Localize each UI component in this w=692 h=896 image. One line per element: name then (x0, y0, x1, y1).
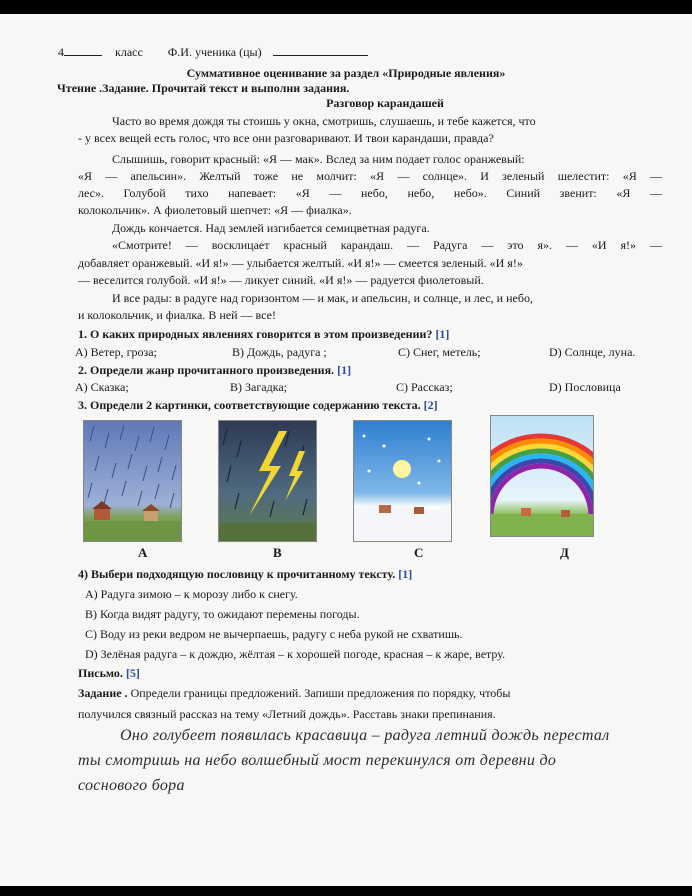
assessment-title: Суммативное оценивание за раздел «Природные явления» (186, 66, 506, 80)
picture-b-thunderstorm (218, 420, 317, 542)
story-line: колокольчик». А фиолетовый шепчет: «Я — фиалка». (78, 203, 352, 217)
question-1-points: [1] (435, 327, 450, 341)
grade-blank (64, 55, 102, 56)
handwritten-line: Оно голубеет появилась красавица – радуга летний дождь перестал (120, 727, 610, 744)
q2-option-b: B) Загадка; (230, 380, 287, 394)
story-line: «Я — апельсин». Желтый тоже не молчит: «Я — солнце». И зеленый шелестит: «Я — (78, 169, 662, 183)
picture-a-label: A (138, 545, 148, 560)
q4-option-a: A) Радуга зимою – к морозу либо к снегу. (85, 587, 298, 601)
grade-line (58, 45, 368, 59)
q1-option-d: D) Солнце, луна. (549, 345, 636, 359)
handwritten-line: ты смотришь на небо волшебный мост перекинулся от деревни до (78, 752, 557, 769)
question-2-text: 2. Определи жанр прочитанного произведения. (78, 363, 335, 377)
question-2 (78, 363, 351, 377)
q2-option-c: C) Рассказ; (396, 380, 453, 394)
writing-heading (78, 666, 140, 680)
story-line: лес». Голубой тихо напевает: «Я — небо, небо, небо». Синий звенит: «Я — (78, 186, 662, 200)
writing-task-label: Задание . (78, 686, 128, 700)
picture-d-rainbow (490, 415, 594, 537)
q2-option-d: D) Пословица (549, 380, 621, 394)
q4-option-c: C) Воду из реки ведром не вычерпаешь, радугу с неба рукой не схватишь. (85, 627, 463, 641)
story-line: Слышишь, говорит красный: «Я — мак». Вслед за ним подает голос оранжевый: (112, 152, 525, 166)
picture-a-rain (83, 420, 182, 542)
handwritten-line: соснового бора (78, 777, 185, 794)
student-name-blank (273, 55, 368, 56)
question-4-text: 4) Выбери подходящую пословицу к прочитанному тексту. (78, 567, 396, 581)
question-3-text: 3. Определи 2 картинки, соответствующие содержанию текста. (78, 398, 421, 412)
story-line: - у всех вещей есть голос, что все они разговаривают. И твои карандаши, правда? (78, 131, 494, 145)
question-2-points: [1] (337, 363, 352, 377)
grade-label: класс (115, 45, 143, 59)
reading-task-intro: Чтение .Задание. Прочитай текст и выполни задания. (57, 81, 350, 95)
question-1 (78, 327, 449, 341)
story-line: «Смотрите! — восклицает красный карандаш. — Радуга — это я». — «И я!» — (112, 238, 662, 252)
sun-icon (354, 421, 451, 541)
question-4-points: [1] (398, 567, 413, 581)
story-line: добавляет оранжевый. «И я!» — улыбается желтый. «И я!» — смеется зеленый. «И я!» (78, 256, 523, 270)
lightning-icon (219, 421, 316, 541)
question-4 (78, 567, 412, 581)
q1-option-c: C) Снег, метель; (398, 345, 481, 359)
q4-option-d: D) Зелёная радуга – к дождю, жёлтая – к хорошей погоде, красная – к жаре, ветру. (85, 647, 506, 661)
question-3-points: [2] (423, 398, 438, 412)
rain-icon (84, 421, 181, 541)
q4-option-b: B) Когда видят радугу, то ожидают перемены погоды. (85, 607, 360, 621)
grade-number: 4 (58, 45, 64, 59)
q2-option-a: A) Сказка; (75, 380, 129, 394)
writing-points: [5] (125, 666, 140, 680)
picture-c-label: C (414, 545, 424, 560)
story-line: — веселится голубой. «И я!» — ликует синий. «И я!» — радуется фиолетовый. (78, 273, 484, 287)
picture-c-winter (353, 420, 452, 542)
q1-option-b: B) Дождь, радуга ; (232, 345, 327, 359)
writing-heading-text: Письмо. (78, 666, 123, 680)
story-line: Часто во время дождя ты стоишь у окна, смотришь, слушаешь, и тебе кажется, что (112, 114, 536, 128)
picture-b-label: B (273, 545, 282, 560)
student-label: Ф.И. ученика (цы) (167, 45, 262, 59)
story-line: И все рады: в радуге над горизонтом — и мак, и апельсин, и солнце, и лес, и небо, (112, 291, 533, 305)
writing-task-line-2: получился связный рассказ на тему «Летний дождь». Расставь знаки препинания. (78, 707, 496, 721)
writing-task-line (78, 686, 510, 700)
rainbow-icon (491, 416, 593, 536)
story-line: и колокольчик, и фиалка. В ней — все! (78, 308, 276, 322)
q1-option-a: A) Ветер, гроза; (75, 345, 157, 359)
question-1-text: 1. О каких природных явлениях говорится в этом произведении? (78, 327, 433, 341)
story-title: Разговор карандашей (326, 96, 444, 110)
writing-task-text: Определи границы предложений. Запиши предложения по порядку, чтобы (130, 686, 511, 700)
picture-d-label: Д (560, 545, 569, 560)
story-line: Дождь кончается. Над землей изгибается семицветная радуга. (112, 221, 430, 235)
question-3 (78, 398, 438, 412)
